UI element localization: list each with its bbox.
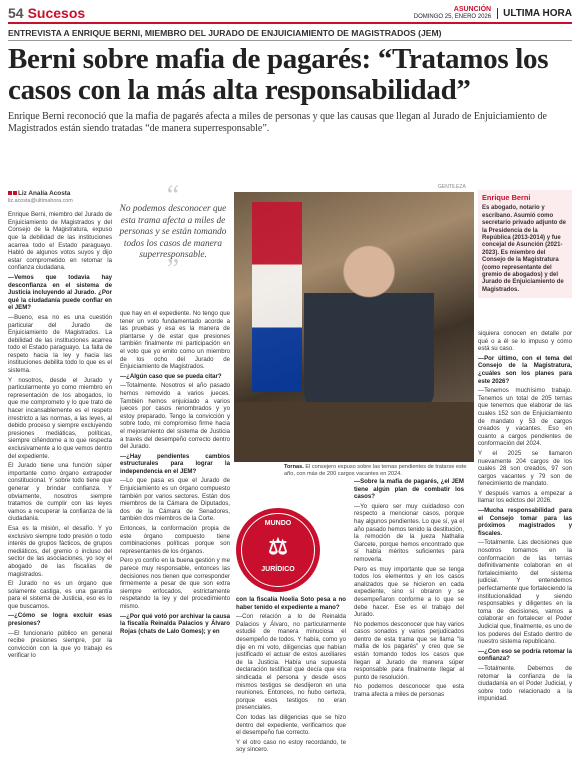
article-paragraph: —Totalmente. Debemos de retomar la confianza de la ciudadanía en el Poder Judicial, y sobre todo relacionado a la impunidad. [478,664,572,703]
article-lede: Enrique Berni reconoció que la mafia de pagarés afecta a miles de personas y que las causas que llegan al Jurado de Enjuiciamiento de Magistrados están siendo tratadas “de manera superresponsable”. [8,111,547,134]
interviewee-figure [304,232,434,412]
dateline-date: DOMINGO 25, ENERO 2026 [413,13,492,20]
bio-sidebar [478,190,572,298]
article-paragraph: que hay en el expediente. No tengo que tener un voto fundamentado acorde a las pruebas y esa es la manera de plantarse y de estar que presiones también finalmente mi participación en el voto que yo emito como un miembro de los ocho del Jurado de Enjuiciamiento de Magistrados. [120,310,230,371]
article-body [8,182,572,754]
stamp-bottom-text: JURÍDICO [261,566,295,573]
article-paragraph: Pero yo confío en la buena gestión y me parece muy responsable, entonces las decisiones nos tienen que corresponder firmemente a pesar de que son extra siempre enfocados, estrictamente respetando la ley y del procedimiento mismo. [120,557,230,610]
article-paragraph: Y el 2025 se llamaron nuevamente 204 cargos de los cuales 28 son creados, 97 son cargos vacantes y 79 son de fenecimiento de mandato. [478,449,572,488]
article-paragraph: —Yo quiero ser muy cuidadoso con respecto a mencionar casos, porque hay algunos pendientes. Lo que sí, ya el año pasado hemos tenido la destitución, la remoción de la jueza Nathalia Garcete, porque hemos encontrado que sí había méritos suficientes para removerla. [354,502,464,563]
interview-question: con la fiscalía Noelia Soto pesa a no haber tenido el expediente a mano? [236,596,346,611]
interview-question: —Vemos que todavía hay desconfianza en el sistema de Justicia incluyendo al Jurado. ¿Por qué la ciudadanía puede confiar en el JEM? [8,273,112,312]
article-column-5 [478,330,572,754]
interview-question: —Sobre la mafia de pagarés, ¿el JEM tiene algún plan de combatir los casos? [354,478,464,501]
article-paragraph: Y después vamos a empezar a llamar los edictos del 2026. [478,489,572,505]
interview-question: —¿Cómo se logra excluir esas presiones? [8,612,112,628]
caption-label: Tornas. [284,464,304,470]
dateline-city: ASUNCIÓN [453,5,492,13]
page-number: 54 [8,5,24,21]
author-email: liz.acosta@ultimahora.com [8,197,73,204]
article-kicker: ENTREVISTA A ENRIQUE BERNI, MIEMBRO DEL JURADO DE ENJUICIAMIENTO DE MAGISTRADOS (JEM) [8,28,572,41]
col5-continuation: siquiera conocen en detalle por qué o a él se lo impuso y cómo está su caso. [478,330,572,353]
open-quote-icon: “ [166,180,180,211]
interview-question: —Mucha responsabilidad para el Consejo tomar para las próximos magistrados y fiscales. [478,507,572,537]
article-column-3 [236,596,346,754]
article-paragraph: Pero es muy importante que se tenga todos los elementos y en los casos analizados que se hicieron en cada expediente, sino sí obraron y se desempeñaron conforme a lo que se debe hacer. Ese es el trabajo del Jurado. [354,565,464,619]
photo-caption [284,464,474,478]
article-paragraph: Enrique Berni, miembro del Jurado de Enjuiciamiento de Magistrados y del Consejo de la Magistratura, expuso que la debilidad de las instituciones acarrea todo el Estado paraguayo. Habló de algunos votos suyos y dijo estar comprometido en retomar la confianza ciudadana. [8,211,112,272]
stamp-top-text: MUNDO [264,520,292,527]
byline-dots-icon [13,191,17,195]
article-paragraph: No podemos desconocer que esta trama afecta a miles de personas [354,683,464,699]
desk [234,402,474,462]
article-photo [234,192,474,462]
mundo-juridico-stamp [236,508,320,592]
article-headline: Berni sobre mafia de pagarés: “Tratamos los casos con la más alta responsabilidad” [8,43,549,106]
article-paragraph: Entonces, la conformación propia de este órgano compuesto tiene combinaciones políticas porque son representantes de los órganos. [120,525,230,555]
pull-quote-1 [118,180,228,285]
article-paragraph: —Tenemos muchísimo trabajo. Tenemos un total de 205 ternas que tenemos que elaborar de las cuales 152 son de Enjuiciamiento de mandato y 53 de cargos creados y vacantes. Eso en cuanto a cargos pendientes de conformación del 2024. [478,387,572,448]
article-column-2 [120,310,230,754]
article-paragraph: —Totalmente. Las decisiones que nosotros tomamos en la conformación de las ternas definitivamente colaboran en el fortalecimiento del sistema judicial. Y entendemos perfectamente que fortaleciendo la institucionalidad y siendo responsables y diligentes en la toma de decisiones, vamos a colaborar en fortalecer el Poder Judicial que, finalmente, es uno de los poderes del Estado dentro de nuestro sistema republicano. [478,539,572,646]
masthead-ultima-hora: ULTIMA HORA [497,8,572,19]
interview-question: —¿Por qué votó por archivar la causa la fiscalía Reinalda Palacios y Álvaro Rojas (chats de Lalo Gomes); y en [120,612,230,635]
section-title: Sucesos [27,5,86,21]
article-paragraph: Esa es la misión, el desafío. Y yo exclusivo siempre todo presión o todo interés de grupos fácticos, de grupos mediáticos, del gremio o incluso del sector de las asociaciones, yo soy el abogado de las fiscalías de magistrados. [8,524,112,578]
scales-of-justice-icon: ⚖ [268,534,288,559]
paraguay-flag [252,202,302,392]
interview-question: —¿Hay pendientes cambios estructurales para lograr la independencia en el JEM? [120,452,230,475]
article-paragraph: —Totalmente. Nosotros el año pasado hemos removido a varios jueces. También hemos enjuiciado a varios jueces por casos renombrados y yo estoy preparado. Tengo la convicción y sobre todo, mi compromiso firme hacia el mejoramiento del sistema de Justicia a través del desempeño correcto dentro del Jurado. [120,382,230,451]
article-column-4 [354,478,464,754]
newspaper-page [0,4,580,760]
interview-question: —¿Algún caso que se pueda citar? [120,372,222,380]
article-column-1 [8,190,112,754]
author-name: Liz Analía Acosta [18,190,71,197]
byline [8,190,112,198]
bio-text: Es abogado, notario y escribano. Asumió como secretario privado adjunto de la Presidencia de la República (2013-2014) y fue concejal de Asunción (2021-2023). Es miembro del Consejo de la Magistratura (como representante del gremio de abogados) y del Jurado de Enjuiciamiento de Magistrados. [482,205,567,293]
article-paragraph: —Lo que pasa es que el Jurado de Enjuiciamiento es un órgano compuesto también por varios sectores. Están dos miembros de la Cámara de Diputados, dos de la Cámara de Senadores, también dos miembros de la Corte. [120,477,230,523]
bio-title: Enrique Berni [482,193,531,202]
close-quote-icon: ” [166,253,180,285]
article-paragraph: Y el otro caso no estoy recordando, te soy sincero. [236,738,346,754]
article-paragraph: —Bueno, esa no es una cuestión particular del Jurado de Enjuiciamiento de Magistrados. La debilidad de las instituciones acarrea todo el Estado paraguayo. La falta de respeto hacia la ley y hacia las instituciones debilita todo lo que es el sistema. [8,313,112,375]
dateline [414,6,491,20]
article-paragraph: El Jurado tiene una función súper importante como órgano extrapoder constitucional. Y sobre todo tiene que generar y brindar confianza. Y obviamente, nosotros siempre tratamos de cumplir con las leyes vamos a recuperar la confianza de la ciudadanía. [8,462,112,523]
photo-credit: GENTILEZA [438,184,466,190]
caption-text: El consejero expuso sobre las ternas pendientes de tratarse este año, con más de 200 cargos vacantes en 2024. [284,464,467,477]
article-paragraph: El Jurado no es un órgano que solamente castiga, es una garantía para el sistema de Justicia, eso es lo que buscamos. [8,580,112,610]
article-paragraph: Con todas las diligencias que se hizo dentro del expediente, verificamos que el desempeño fue correcto. [236,713,346,737]
page-header [8,4,572,24]
article-paragraph: Y nosotros, desde el Jurado y particularmente yo como miembro en representación de los abogados, lo que me comprometo y lo que trato de hacer incansablemente es el respeto irrestricto a las normas, a las leyes, al debido proceso y siempre excluyendo presiones mediáticas, políticas, siempre ciñéndome a lo que respecta exclusivamente a lo que vemos dentro del expediente. [8,376,112,460]
interview-question: —Por último, con el tema del Consejo de la Magistratura, ¿cuáles son los planes para este 2026? [478,354,572,385]
article-paragraph: —El funcionario público en general recibe presiones siempre, por la convicción con la que yo trabajo es verificar lo [8,629,112,660]
article-paragraph: No podemos desconocer que hay varios casos sonados y varios perjudicados dentro de esta trama que se llama "la mafia de los pagarés" y creo que se están tomando todos los casos que llegan al Jurado de manera súper responsable para finalmente llegar al punto de resolución. [354,620,464,681]
interview-question: —¿Con eso se podría retomar la confianza? [478,647,572,663]
article-paragraph: —Con relación a lo de Reinalda Palacios y Álvaro, no particularmente estudié de manera minuciosa el desempeño de todos. Y había, como yo dije en mi voto, diligencias que habían justificado el actuar de estos auxiliares de la Justicia. Había una supuesta declaración testifical que decía que era sindicada el persona y desde esos mismos testigos se desdijeron en una reuniones. Entonces, no hubo certeza, porque esos testigos no eran presenciales. [236,613,346,712]
pull-quote-text: No podemos desconocer que esta trama afecta a miles de personas y se están tomando todos los casos de manera superresponsable. [119,204,227,260]
byline-dots-icon [8,191,12,195]
